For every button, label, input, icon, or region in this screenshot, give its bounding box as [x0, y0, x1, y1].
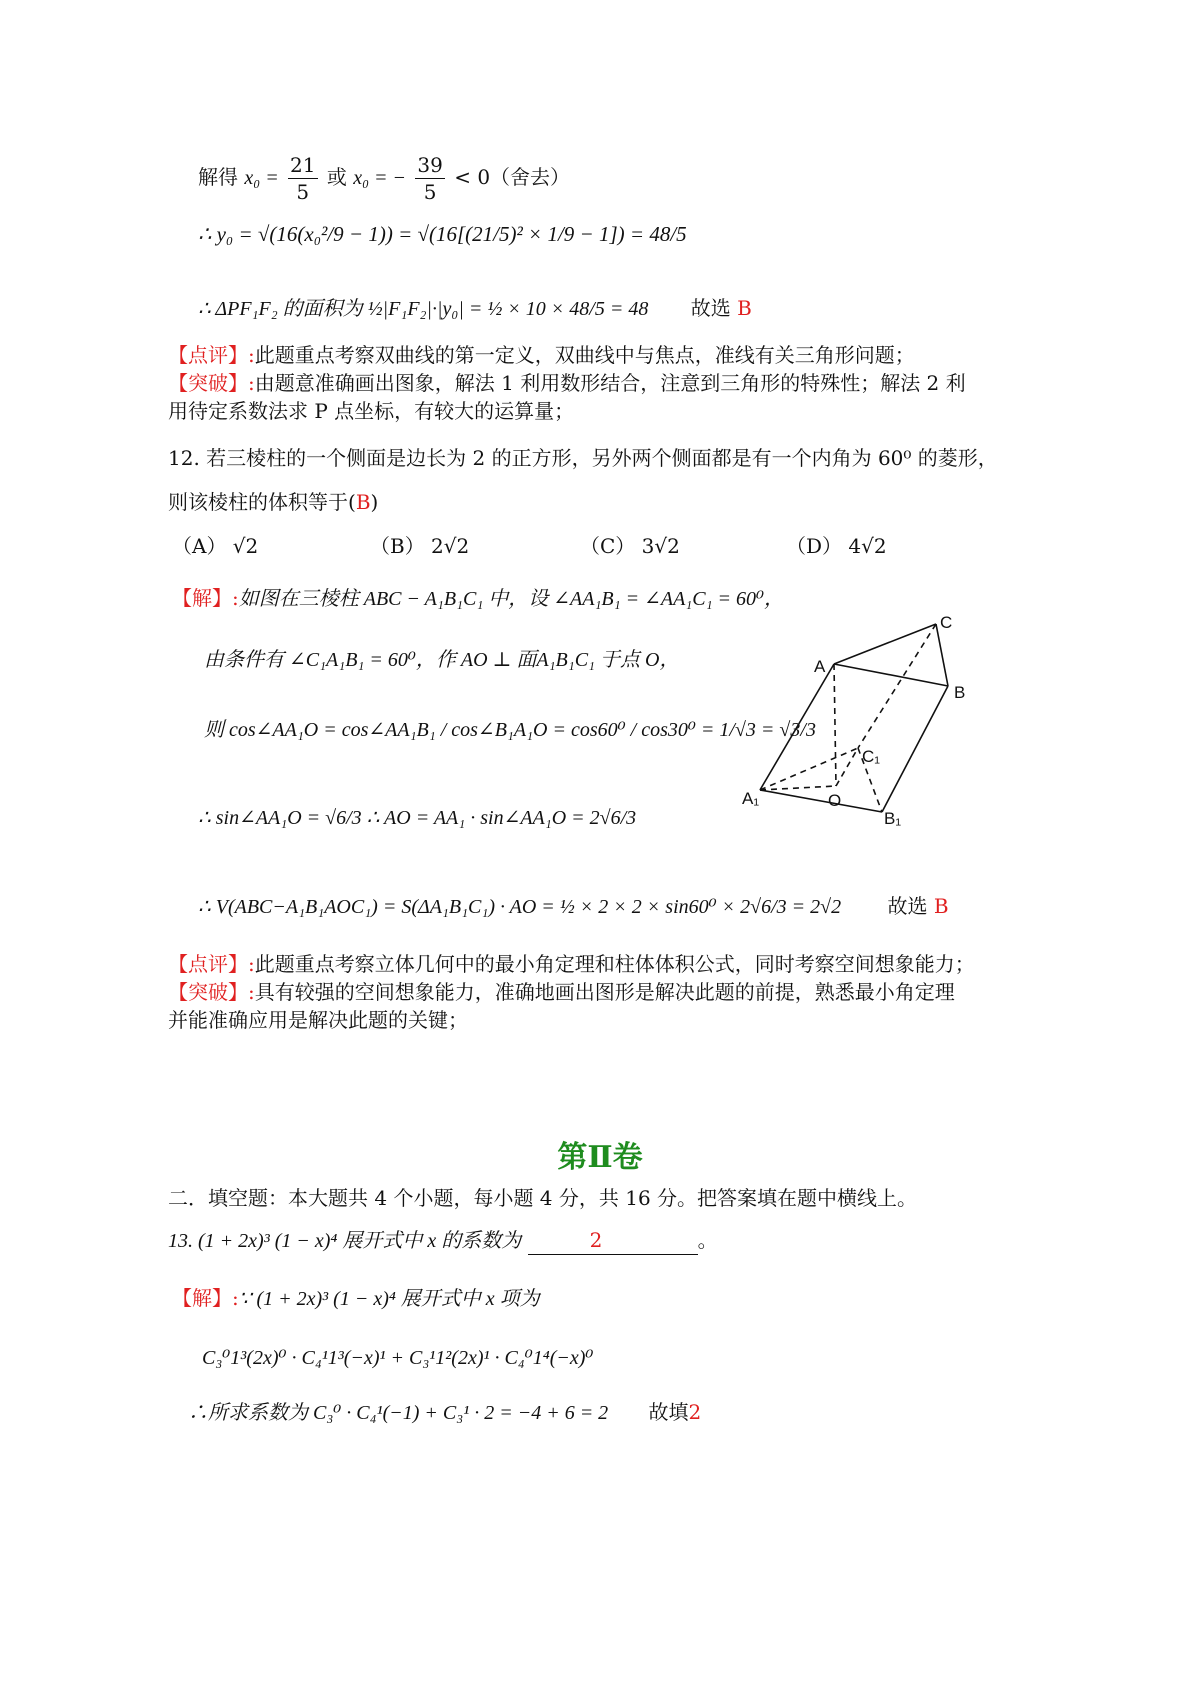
q12-stem: 12. 若三棱柱的一个侧面是边长为 2 的正方形，另外两个侧面都是有一个内角为 60⁰ 的菱形， — [168, 446, 998, 470]
p11-solution-line-3 — [198, 294, 752, 323]
label-a: A — [814, 657, 826, 676]
math-x0: x₀ = — [244, 167, 279, 189]
label-c1: C₁ — [862, 747, 881, 766]
edge-a1c1-hidden — [760, 748, 858, 790]
edge-ac — [834, 624, 936, 664]
segment-oc1-hidden — [836, 748, 858, 786]
choose-label: 故选 — [690, 296, 731, 320]
edge-cc1-hidden — [858, 624, 936, 748]
fill-label: 故填 — [648, 1400, 689, 1424]
text-discard: < 0（舍去） — [454, 165, 571, 189]
breakthrough-text: 由题意准确画出图象，解法 1 利用数形结合，注意到三角形的特殊性；解法 2 利 — [254, 371, 966, 395]
fraction-39-5: $\frac{39}{5}$ — [417, 153, 443, 204]
math-area: ∴ ΔPF₁F₂ 的面积为 ½|F₁F₂|·|y₀| = ½ × 10 × 48/5 = 48 — [198, 298, 649, 320]
answer-badge: B — [933, 894, 949, 918]
breakthrough-tag: 【突破】: — [168, 980, 255, 1004]
review-text: 此题重点考察双曲线的第一定义，双曲线中与焦点，准线有关三角形问题； — [254, 343, 915, 367]
p11-breakthrough-cont: 用待定系数法求 P 点坐标，有较大的运算量； — [168, 399, 575, 423]
label-c: C — [940, 613, 953, 632]
breakthrough-text: 具有较强的空间想象能力，准确地画出图形是解决此题的前提，熟悉最小角定理 — [254, 980, 955, 1004]
segment-a1o-hidden — [760, 786, 836, 790]
answer-badge: 2 — [688, 1400, 702, 1424]
q12-option-b: （B） 2√2 — [370, 534, 470, 558]
q12-option-d: （D） 4√2 — [786, 534, 887, 558]
solution-tag: 【解】: — [172, 1286, 239, 1310]
label-o: O — [828, 791, 842, 810]
q13-solution-2: C₃⁰1³(2x)⁰ · C₄¹1³(−x)¹ + C₃¹1²(2x)¹ · C₄⁰1⁴(−x)⁰ — [202, 1347, 594, 1369]
q13-solution-3: ∴所求系数为 C₃⁰ · C₄¹(−1) + C₃¹ · 2 = −4 + 6 = 2 故填2 — [188, 1400, 702, 1424]
answer-badge: B — [355, 490, 371, 514]
review-text: 此题重点考察立体几何中的最小角定理和柱体体积公式，同时考察空间想象能力； — [254, 952, 975, 976]
p11-breakthrough — [168, 369, 966, 397]
q13-solution-1: 【解】:∵ (1 + 2x)³ (1 − x)⁴ 展开式中 x 项为 — [172, 1286, 540, 1310]
p11-solution-line-2: ∴ y₀ = √(16(x₀²/9 − 1)) = √(16[(21/5)² × 1/9 − 1]) = 48/5 — [198, 222, 687, 246]
q12-option-c: （C） 3√2 — [580, 534, 680, 558]
q12-solution-4: ∴ sin∠AA₁O = √6/3 ∴ AO = AA₁ · sin∠AA₁O = 2√6/3 — [198, 807, 637, 829]
answer-blank — [528, 1226, 698, 1255]
q12-breakthrough-cont: 并能准确应用是解决此题的关键； — [168, 1008, 468, 1032]
text-prefix: 解得 — [198, 165, 238, 189]
fraction-21-5: $\frac{21}{5}$ — [290, 153, 316, 204]
solution-tag: 【解】: — [172, 586, 239, 610]
math-x0-neg: x₀ = − — [353, 167, 407, 189]
edge-cb — [936, 624, 948, 686]
segment-ao-hidden — [834, 664, 836, 786]
q12-solution-2: 由条件有 ∠C₁A₁B₁ = 60⁰，作 AO ⊥ 面A₁B₁C₁ 于点 O， — [204, 649, 680, 671]
edge-bb1 — [882, 686, 948, 812]
label-a1: A₁ — [742, 789, 760, 808]
q12-solution-1: 【解】:如图在三棱柱 ABC − A₁B₁C₁ 中，设 ∠AA₁B₁ = ∠AA₁C₁ = 60⁰， — [172, 586, 785, 610]
p11-solution-line-1 — [198, 152, 570, 205]
q12-solution-5: ∴ V(ABC−A₁B₁AOC₁) = S(ΔA₁B₁C₁) · AO = ½ × 2 × 2 × sin60⁰ × 2√6/3 = 2√2 故选 B — [198, 894, 949, 918]
q12-review — [168, 950, 975, 978]
review-tag: 【点评】: — [168, 343, 255, 367]
q12-option-a: （A） √2 — [172, 534, 259, 558]
breakthrough-tag: 【突破】: — [168, 371, 255, 395]
text-or: 或 — [326, 165, 347, 189]
prism-figure — [740, 610, 980, 830]
answer-badge: B — [737, 296, 752, 320]
label-b: B — [954, 683, 966, 702]
fill-in-heading: 二．填空题：本大题共 4 个小题，每小题 4 分，共 16 分。把答案填在题中横线上。 — [168, 1186, 918, 1210]
q12-breakthrough — [168, 978, 955, 1006]
q13-stem: 13. (1 + 2x)³ (1 − x)⁴ 展开式中 x 的系数为 2 。 — [168, 1226, 718, 1255]
q12-solution-3: 则 cos∠AA₁O = cos∠AA₁B₁ / cos∠B₁A₁O = cos60⁰ / cos30⁰ = 1/√3 = √3/3 — [204, 719, 816, 741]
edge-aa1 — [760, 664, 834, 790]
section-title: 第Ⅱ卷 — [557, 1140, 643, 1175]
choose-label: 故选 — [887, 894, 928, 918]
review-tag: 【点评】: — [168, 952, 255, 976]
label-b1: B₁ — [884, 809, 902, 828]
edge-a1b1 — [760, 790, 882, 812]
p11-review — [168, 341, 915, 369]
answer-badge: 2 — [589, 1228, 603, 1252]
q12-stem-cont: 则该棱柱的体积等于(B) — [168, 490, 379, 514]
edge-ab — [834, 664, 948, 686]
